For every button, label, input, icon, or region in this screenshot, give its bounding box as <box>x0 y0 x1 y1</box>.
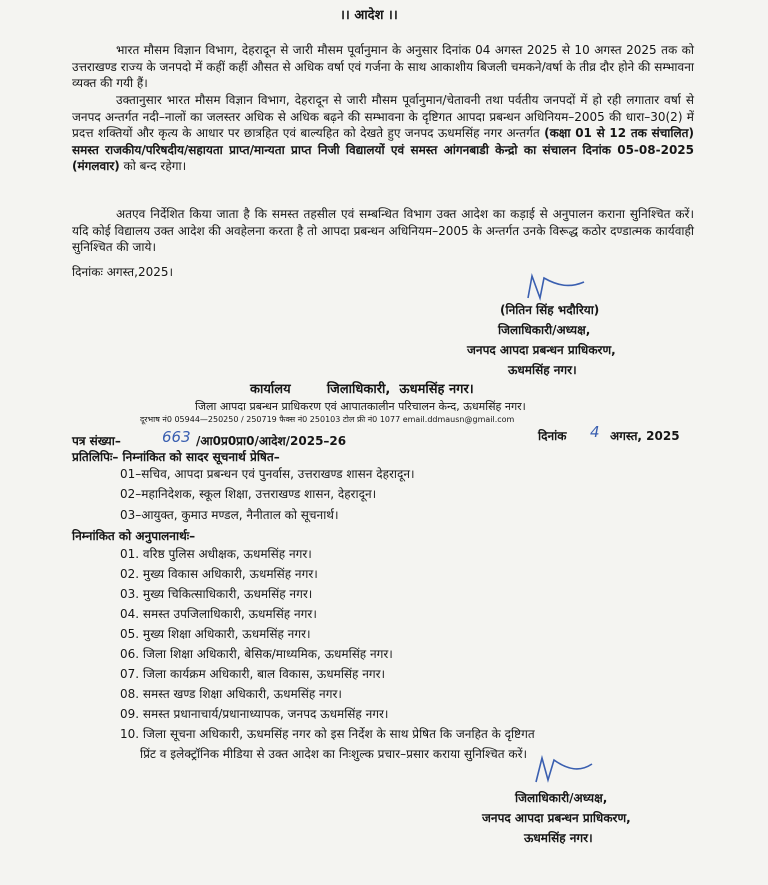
order-paragraph-3: अतएव निर्देशित किया जाता है कि समस्त तहसील एवं सम्बन्धित विभाग उक्त आदेश का कड़ाई से अनुपालन कराना सुनिश्चित करें। यदि कोई विद्यालय उक्त आदेश की अवहेलना करता है तो आपदा प्रबन्धन अधिनियम–2005 के अन्तर्गत उनके विरूद्ध कठोर दण्डात्मक कार्यवाही सुनिश्चित की जाये। <box>72 207 694 254</box>
signature-2-place: ऊधमसिंह नगर। <box>524 831 593 845</box>
compliance-item: 06. जिला शिक्षा अधिकारी, बेसिक/माध्यमिक, ऊधमसिंह नगर। <box>120 647 393 661</box>
compliance-item: 07. जिला कार्यक्रम अधिकारी, बाल विकास, ऊधमसिंह नगर। <box>120 667 386 681</box>
compliance-heading: निम्नांकित को अनुपालनार्थः– <box>72 529 196 543</box>
letter-date-label: दिनांक <box>538 429 567 443</box>
letter-number-suffix: /आ0प्र0प्रा0/आदेश/2025–26 <box>196 434 347 448</box>
copy-to-item: 01–सचिव, आपदा प्रबन्धन एवं पुनर्वास, उत्तराखण्ड शासन देहरादून। <box>120 467 415 481</box>
signature-1-designation: जिलाधिकारी/अध्यक्ष, <box>498 323 591 337</box>
compliance-item: 05. मुख्य शिक्षा अधिकारी, ऊधमसिंह नगर। <box>120 627 311 641</box>
order-paragraph-1: भारत मौसम विज्ञान विभाग, देहरादून से जारी मौसम पूर्वानुमान के अनुसार दिनांक 04 अगस्त 2025 से 10 अगस्त 2025 तक को उत्तराखण्ड राज्य के जनपदो में कहीं कहीं औसत से अधिक वर्षा एवं गर्जना के साथ आकाशीय बिजली चमकने/वर्षा के तीव्र दौर होने की सम्भावना व्यक्त की गयी हैं। <box>72 43 694 90</box>
signature-1-place: ऊधमसिंह नगर। <box>508 363 577 377</box>
compliance-item: 10. जिला सूचना अधिकारी, ऊधमसिंह नगर को इस निर्देश के साथ प्रेषित कि जनहित के दृष्टिगत <box>120 727 535 741</box>
order-date-line: दिनांकः अगस्त,2025। <box>72 265 174 279</box>
office-contact: दूरभाष नं0 05944—250250 / 250719 फैक्स नं0 250103 टोल फ्री नं0 1077 email.ddmausn@gmail.com <box>140 415 515 424</box>
compliance-item: 02. मुख्य विकास अधिकारी, ऊधमसिंह नगर। <box>120 567 318 581</box>
compliance-item: 08. समस्त खण्ड शिक्षा अधिकारी, ऊधमसिंह नगर। <box>120 687 342 701</box>
letter-number-label: पत्र संख्या– <box>72 434 121 448</box>
order-paragraph-2-bold: (कक्षा 01 से 12 तक संचालित) समस्त राजकीय/परिषदीय/सहायता प्राप्त/मान्यता प्राप्त निजी विद्यालयों एवं समस्त आंगनबाडी केन्द्रो का संचालन दिनांक 05-08-2025 (मंगलवार) <box>72 126 694 173</box>
signature-2-designation: जिलाधिकारी/अध्यक्ष, <box>515 791 608 805</box>
compliance-item: 04. समस्त उपजिलाधिकारी, ऊधमसिंह नगर। <box>120 607 317 621</box>
copy-to-item: 02–महानिदेशक, स्कूल शिक्षा, उत्तराखण्ड शासन, देहरादून। <box>120 487 377 501</box>
office-subheading: जिला आपदा प्रबन्धन प्राधिकरण एवं आपातकालीन परिचालन केन्द, ऊधमसिंह नगर। <box>195 400 526 413</box>
letter-number-handwritten: 663 <box>162 428 191 446</box>
signature-1-authority: जनपद आपदा प्रबन्धन प्राधिकरण, <box>467 343 616 357</box>
order-title: ।। आदेश ।। <box>340 8 398 23</box>
order-paragraph-2-text: उक्तानुसार भारत मौसम विज्ञान विभाग, देहरादून से जारी मौसम पूर्वानुमान/चेतावनी तथा पर्वतीय जनपदों में हो रही लगातार वर्षा से जनपद अन्तर्गत नदी–नालों का जलस्तर अधिक से अधिक बढ़ने की सम्भावना के दृष्टिगत आपदा प्रबन्धन अधिनियम–2005 की धारा–30(2) में प्रदत्त शक्तियों और कृत्य के आधार पर छात्रहित एवं बाल्यहित को देखते हुए जनपद ऊधमसिंह नगर अन्तर्गत <box>72 93 694 140</box>
compliance-item: 01. वरिष्ठ पुलिस अधीक्षक, ऊधमसिंह नगर। <box>120 547 312 561</box>
signature-2-authority: जनपद आपदा प्रबन्धन प्राधिकरण, <box>482 811 631 825</box>
copy-to-heading: प्रतिलिपिः– निम्नांकित को सादर सूचनार्थ प्रेषित– <box>72 450 280 464</box>
order-paragraph-2 <box>72 92 694 175</box>
compliance-item-continued: प्रिंट व इलेक्ट्रॉनिक मीडिया से उक्त आदेश का निःशुल्क प्रचार–प्रसार कराया सुनिश्चित करें। <box>140 747 528 761</box>
letter-date-suffix: अगस्त, 2025 <box>610 429 680 443</box>
letter-date-handwritten: 4 <box>590 423 600 441</box>
compliance-item: 03. मुख्य चिकित्साधिकारी, ऊधमसिंह नगर। <box>120 587 313 601</box>
order-paragraph-2-end: को बन्द रहेगा। <box>119 159 187 173</box>
signature-2-image <box>526 748 596 792</box>
compliance-item: 09. समस्त प्रधानाचार्य/प्रधानाध्यापक, जनपद ऊधमसिंह नगर। <box>120 707 389 721</box>
copy-to-item: 03–आयुक्त, कुमाउ मण्डल, नैनीताल को सूचनार्थ। <box>120 508 339 522</box>
signature-1-name: (नितिन सिंह भदौरिया) <box>500 303 600 317</box>
office-heading: कार्यालय जिलाधिकारी, ऊधमसिंह नगर। <box>250 382 474 397</box>
